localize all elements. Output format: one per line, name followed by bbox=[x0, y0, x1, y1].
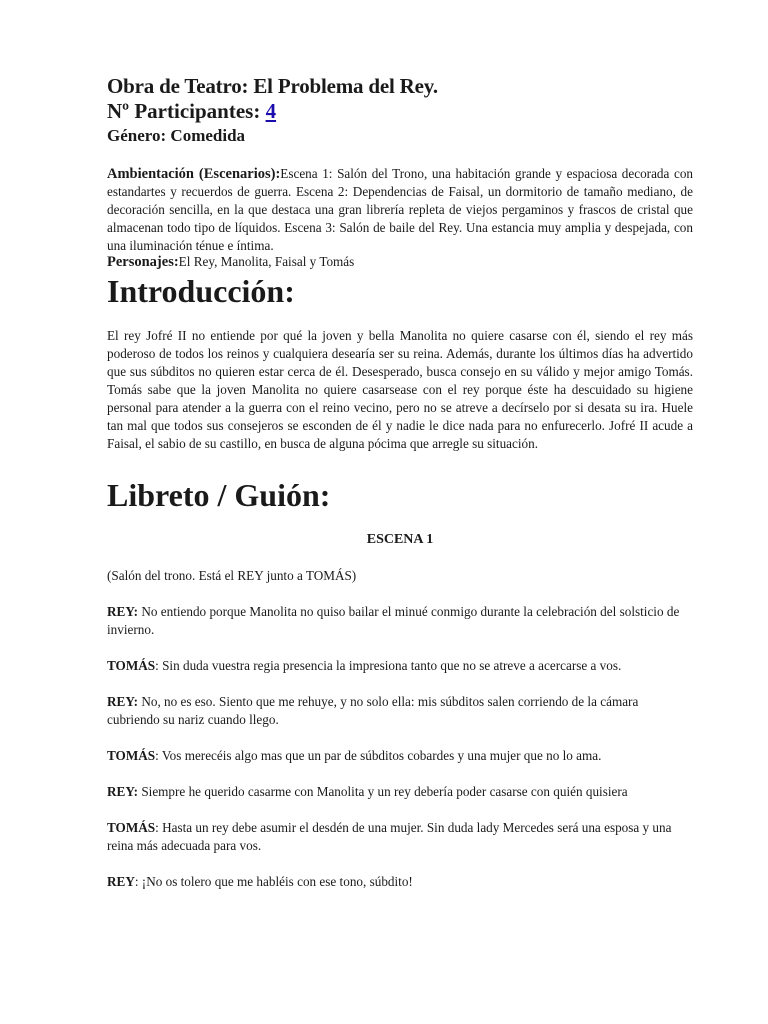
dialog-text: : Sin duda vuestra regia presencia la impresiona tanto que no se atreve a acercarse a vos. bbox=[155, 658, 622, 673]
dialog-line bbox=[107, 819, 693, 855]
document-page bbox=[107, 74, 693, 891]
play-title: Obra de Teatro: El Problema del Rey. bbox=[107, 74, 438, 98]
dialog-text: Siempre he querido casarme con Manolita y un rey debería poder casarse con quién quisiera bbox=[138, 784, 628, 799]
speaker-name: REY: bbox=[107, 694, 139, 709]
dialog-text: No, no es eso. Siento que me rehuye, y no solo ella: mis súbditos salen corriendo de la cámara cubriendo su nariz cuando llego. bbox=[107, 694, 639, 727]
speaker-name: TOMÁS bbox=[107, 658, 156, 673]
speaker-name: REY: bbox=[107, 784, 139, 799]
speaker-name: REY: bbox=[107, 604, 139, 619]
setting-text: Escena 1: Salón del Trono, una habitación grande y espaciosa decorada con estandartes y recuerdos de guerra. Escena 2: Dependencias de Faisal, un dormitorio de tamaño mediano, de decoración sencilla, en la que destaca una gran librería repleta de viejos pergaminos y frascos de cristal que almacenan todo tipo de líquidos. Escena 3: Salón de baile del Rey. Una estancia muy amplia y despejada, con una iluminación ténue e íntima. bbox=[107, 166, 694, 253]
dialog-text: : Hasta un rey debe asumir el desdén de una mujer. Sin duda lady Mercedes será una esposa y una reina más adecuada para vos. bbox=[107, 820, 672, 853]
introduction-heading: Introducción: bbox=[107, 273, 295, 309]
dialog-text: No entiendo porque Manolita no quiso bailar el minué conmigo durante la celebración del solsticio de invierno. bbox=[107, 604, 680, 637]
participants-line bbox=[107, 98, 693, 124]
dialog-line bbox=[107, 873, 693, 891]
characters-text: El Rey, Manolita, Faisal y Tomás bbox=[178, 254, 355, 269]
dialog-text: : Vos merecéis algo mas que un par de súbditos cobardes y una mujer que no lo ama. bbox=[155, 748, 602, 763]
speaker-name: TOMÁS bbox=[107, 748, 156, 763]
setting-paragraph bbox=[107, 165, 693, 255]
setting-label: Ambientación (Escenarios): bbox=[107, 166, 281, 182]
speaker-name: TOMÁS bbox=[107, 820, 156, 835]
speaker-name: REY bbox=[107, 874, 135, 889]
stage-direction: (Salón del trono. Está el REY junto a TOMÁS) bbox=[107, 568, 357, 583]
dialog-line bbox=[107, 693, 693, 729]
participants-link[interactable]: 4 bbox=[265, 99, 277, 123]
dialog-line bbox=[107, 747, 693, 765]
introduction-paragraph: El rey Jofré II no entiende por qué la joven y bella Manolita no quiere casarse con él, siendo el rey más poderoso de todos los reinos y cualquiera desearía ser su reina. Además, durante los últimos días ha advertido que sus súbditos no quieren estar cerca de él. Desesperado, busca consejo en su válido y mejor amigo Tomás. Tomás sabe que la joven Manolita no quiere casarsease con el rey porque éste ha descuidado su higiene personal para atender a la guerra con el reino vecino, pero no se atreve a decírselo por si desata su ira. Huele tan mal que todos sus consejeros se esconden de él y nadie le dice nada para no enfurecerlo. Jofré II acude a Faisal, el sabio de su castillo, en busca de alguna pócima que arregle su situación. bbox=[107, 328, 693, 451]
participants-label: Nº Participantes: bbox=[107, 99, 266, 123]
dialog-line bbox=[107, 603, 693, 639]
dialog-line bbox=[107, 783, 693, 801]
dialog-text: : ¡No os tolero que me habléis con ese tono, súbdito! bbox=[134, 874, 413, 889]
characters-label: Personajes: bbox=[107, 254, 179, 270]
scene-title: ESCENA 1 bbox=[366, 532, 434, 547]
dialog-line bbox=[107, 657, 693, 675]
script-heading: Libreto / Guión: bbox=[107, 477, 331, 513]
genre-line: Género: Comedida bbox=[107, 126, 246, 145]
characters-paragraph bbox=[107, 253, 693, 271]
dialog-section bbox=[107, 567, 693, 891]
